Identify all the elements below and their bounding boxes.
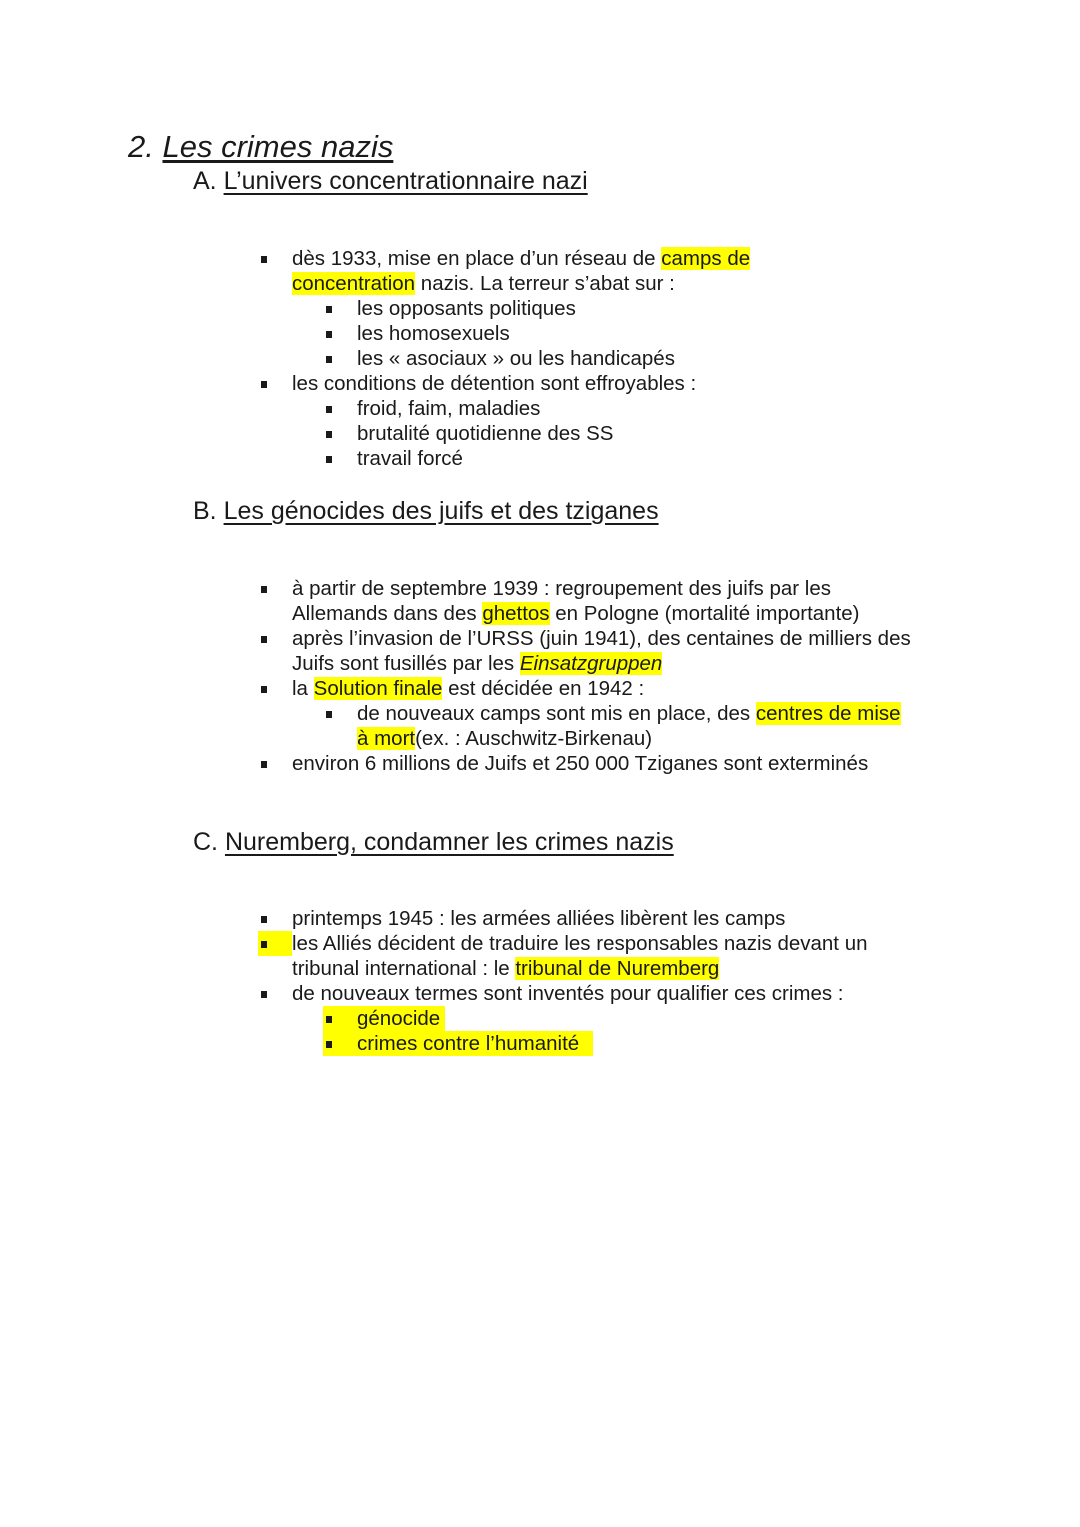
bullet-icon: [261, 916, 267, 923]
bullet-c3: de nouveaux termes sont inventés pour qualifier ces crimes :: [292, 982, 844, 1005]
list-item: froid, faim, maladies: [357, 397, 541, 420]
subheading-c-title: Nuremberg, condamner les crimes nazis: [224, 828, 674, 856]
bullet-icon: [261, 381, 267, 388]
highlight: Solution finale: [313, 677, 443, 700]
subheading-b: B. Les génocides des juifs et des tziganes: [193, 497, 659, 525]
bullet-icon: [261, 586, 267, 593]
highlight: ghettos: [482, 602, 550, 625]
highlight: concentration: [292, 272, 416, 295]
bullet-icon: [326, 431, 332, 438]
list-item: crimes contre l’humanité: [357, 1032, 580, 1055]
section-heading: [128, 128, 393, 166]
bullet-icon: [326, 711, 332, 718]
list-item: génocide: [357, 1007, 441, 1030]
bullet-icon: [326, 1041, 332, 1048]
list-item: les « asociaux » ou les handicapés: [357, 347, 675, 370]
bullet-c2-line1: les Alliés décident de traduire les responsables nazis devant un: [292, 932, 868, 955]
bullet-icon: [326, 331, 332, 338]
bullet-a2: les conditions de détention sont effroyables :: [292, 372, 697, 395]
section-number: 2.: [128, 129, 154, 164]
bullet-icon: [326, 306, 332, 313]
bullet-icon: [326, 356, 332, 363]
bullet-icon: [261, 761, 267, 768]
list-item: les opposants politiques: [357, 297, 576, 320]
bullet-icon: [326, 456, 332, 463]
bullet-b3: la Solution finale est décidée en 1942 :: [292, 677, 645, 700]
subheading-b-title: Les génocides des juifs et des tziganes: [223, 497, 659, 525]
bullet-b2-line1: après l’invasion de l’URSS (juin 1941), des centaines de milliers des: [292, 627, 911, 650]
highlight: à mort: [357, 727, 416, 750]
bullet-icon: [261, 686, 267, 693]
bullet-icon: [261, 636, 267, 643]
list-item: brutalité quotidienne des SS: [357, 422, 614, 445]
list-item: les homosexuels: [357, 322, 510, 345]
bullet-b3-sub-line1: de nouveaux camps sont mis en place, des centres de mise: [357, 702, 901, 725]
subheading-a-title: L’univers concentrationnaire nazi: [223, 167, 588, 195]
highlight: Einsatzgruppen: [519, 652, 663, 675]
bullet-b4: environ 6 millions de Juifs et 250 000 Tziganes sont exterminés: [292, 752, 869, 775]
bullet-a1-line1: dès 1933, mise en place d’un réseau de camps de: [292, 247, 751, 270]
bullet-c1: printemps 1945 : les armées alliées libèrent les camps: [292, 907, 786, 930]
subheading-c: C. Nuremberg, condamner les crimes nazis: [193, 828, 674, 856]
bullet-icon: [261, 941, 267, 948]
bullet-icon: [261, 256, 267, 263]
bullet-b3-sub-line2: à mort(ex. : Auschwitz-Birkenau): [357, 727, 653, 750]
highlight: tribunal de Nuremberg: [515, 957, 720, 980]
section-title: Les crimes nazis: [162, 129, 394, 164]
bullet-icon: [326, 406, 332, 413]
bullet-b2-line2: Juifs sont fusillés par les Einsatzgruppen: [292, 652, 663, 675]
bullet-icon: [261, 991, 267, 998]
bullet-c2-line2: tribunal international : le tribunal de Nuremberg: [292, 957, 720, 980]
list-item: travail forcé: [357, 447, 463, 470]
highlight: centres de mise: [755, 702, 901, 725]
subheading-a: A. L’univers concentrationnaire nazi: [193, 167, 588, 195]
bullet-icon: [326, 1016, 332, 1023]
bullet-a1-line2: concentration nazis. La terreur s’abat sur :: [292, 272, 675, 295]
highlight: camps de: [661, 247, 751, 270]
bullet-b1-line1: à partir de septembre 1939 : regroupement des juifs par les: [292, 577, 831, 600]
bullet-b1-line2: Allemands dans des ghettos en Pologne (mortalité importante): [292, 602, 860, 625]
